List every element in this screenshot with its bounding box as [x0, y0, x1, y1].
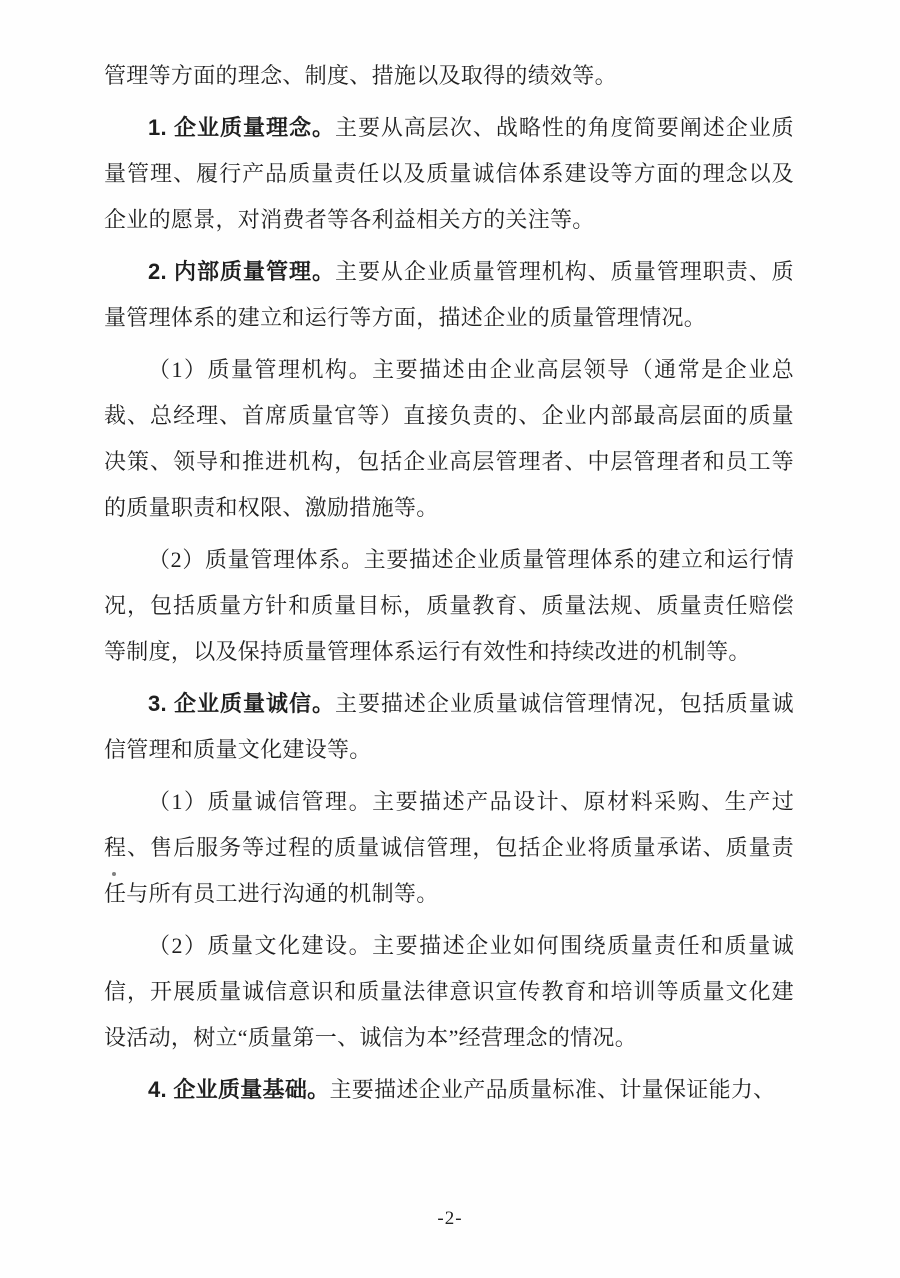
paragraph — [104, 779, 794, 917]
page-footer — [0, 1208, 900, 1230]
paragraph-text: 主要从企业质量管理机构、质量管理职责、质量管理体系的建立和运行等方面，描述企业的质量管理情况。 — [104, 259, 794, 330]
document-body — [104, 53, 794, 1113]
paragraph — [104, 923, 794, 1061]
paragraph — [104, 347, 794, 531]
paragraph-text: （2）质量文化建设。主要描述企业如何围绕质量责任和质量诚信，开展质量诚信意识和质量法律意识宣传教育和培训等质量文化建设活动，树立“质量第一、诚信为本”经营理念的情况。 — [104, 933, 794, 1050]
scan-artifact-dot — [112, 872, 116, 876]
paragraph-text: （1）质量管理机构。主要描述由企业高层领导（通常是企业总裁、总经理、首席质量官等）直接负责的、企业内部最高层面的质量决策、领导和推进机构，包括企业高层管理者、中层管理者和员工等的质量职责和权限、激励措施等。 — [104, 357, 794, 520]
paragraph-text: 管理等方面的理念、制度、措施以及取得的绩效等。 — [104, 63, 617, 88]
paragraph-text: 主要描述企业质量诚信管理情况，包括质量诚信管理和质量文化建设等。 — [104, 691, 794, 762]
paragraph — [104, 537, 794, 675]
paragraph — [104, 249, 794, 341]
section-heading: 2. 内部质量管理。 — [148, 259, 335, 284]
paragraph — [104, 1067, 794, 1113]
section-heading: 4. 企业质量基础。 — [148, 1077, 330, 1102]
section-heading: 1. 企业质量理念。 — [148, 115, 335, 140]
paragraph-text: 主要描述企业产品质量标准、计量保证能力、 — [329, 1077, 776, 1102]
paragraph-text: （1）质量诚信管理。主要描述产品设计、原材料采购、生产过程、售后服务等过程的质量诚信管理，包括企业将质量承诺、质量责任与所有员工进行沟通的机制等。 — [104, 789, 794, 906]
paragraph — [104, 105, 794, 243]
section-heading: 3. 企业质量诚信。 — [148, 691, 335, 716]
paragraph — [104, 681, 794, 773]
paragraph — [104, 53, 794, 99]
paragraph-text: （2）质量管理体系。主要描述企业质量管理体系的建立和运行情况，包括质量方针和质量目标，质量教育、质量法规、质量责任赔偿等制度，以及保持质量管理体系运行有效性和持续改进的机制等。 — [104, 547, 794, 664]
page-number: -2- — [437, 1208, 463, 1229]
paragraph-text: 主要从高层次、战略性的角度简要阐述企业质量管理、履行产品质量责任以及质量诚信体系建设等方面的理念以及企业的愿景，对消费者等各利益相关方的关注等。 — [104, 115, 794, 232]
